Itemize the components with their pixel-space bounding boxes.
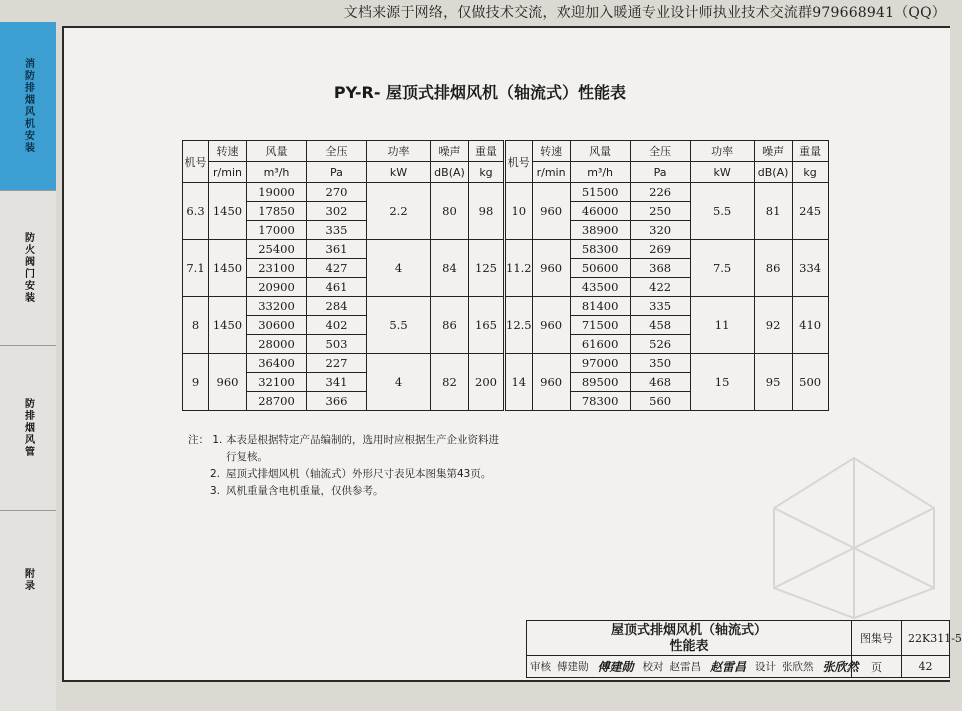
drawing-name — [526, 620, 852, 656]
cell-flow: 61600 — [570, 335, 630, 354]
note-item — [188, 449, 499, 466]
reviewer-signature: 傅建勋 — [597, 660, 634, 674]
table-row — [183, 354, 829, 373]
header-power-unit: kW — [690, 162, 754, 183]
check-label: 校对 — [642, 661, 664, 673]
cell-flow: 58300 — [570, 240, 630, 259]
cell-pressure: 320 — [630, 221, 690, 240]
note-text: 屋顶式排烟风机（轴流式）外形尺寸表见本图集第43页。 — [226, 468, 492, 480]
cell-power: 2.2 — [367, 183, 431, 240]
cell-speed: 960 — [532, 183, 570, 240]
header-flow: 风量 — [247, 141, 307, 162]
cell-pressure: 284 — [307, 297, 367, 316]
header-speed-unit: r/min — [209, 162, 247, 183]
header-speed-unit: r/min — [532, 162, 570, 183]
cell-pressure: 402 — [307, 316, 367, 335]
header-power: 功率 — [690, 141, 754, 162]
sidebar-tab-label: 防排烟风管 — [22, 397, 34, 458]
cell-pressure: 422 — [630, 278, 690, 297]
cell-pressure: 269 — [630, 240, 690, 259]
header-power-unit: kW — [367, 162, 431, 183]
header-model: 机号 — [505, 141, 533, 183]
header-noise: 噪声 — [754, 141, 792, 162]
header-pressure: 全压 — [630, 141, 690, 162]
header-weight-unit: kg — [792, 162, 828, 183]
header-model: 机号 — [183, 141, 209, 183]
atlas-number: 22K311-5 — [902, 620, 950, 656]
reviewer-name: 傅建勋 — [557, 661, 589, 673]
header-pressure-unit: Pa — [630, 162, 690, 183]
cell-model: 12.5 — [505, 297, 533, 354]
header-speed: 转速 — [209, 141, 247, 162]
cell-noise: 92 — [754, 297, 792, 354]
header-noise: 噪声 — [431, 141, 469, 162]
cell-power: 5.5 — [367, 297, 431, 354]
cell-noise: 86 — [754, 240, 792, 297]
drawing-name-line2: 性能表 — [669, 639, 709, 654]
cell-weight: 200 — [469, 354, 505, 411]
designer-name: 张欣然 — [782, 661, 814, 673]
cell-speed: 960 — [209, 354, 247, 411]
cell-power: 5.5 — [690, 183, 754, 240]
cell-power: 15 — [690, 354, 754, 411]
page-label: 页 — [852, 656, 902, 678]
cell-pressure: 335 — [630, 297, 690, 316]
cell-pressure: 361 — [307, 240, 367, 259]
cell-model: 6.3 — [183, 183, 209, 240]
cell-pressure: 366 — [307, 392, 367, 411]
checker-name: 赵雷昌 — [669, 661, 702, 673]
cell-flow: 97000 — [570, 354, 630, 373]
cell-model: 11.2 — [505, 240, 533, 297]
page-number: 42 — [902, 656, 950, 678]
cell-noise: 81 — [754, 183, 792, 240]
sidebar-tab-smoke-fan[interactable] — [0, 22, 56, 190]
note-label — [188, 449, 226, 466]
cell-power: 4 — [367, 354, 431, 411]
header-flow: 风量 — [570, 141, 630, 162]
cell-flow: 81400 — [570, 297, 630, 316]
cell-pressure: 368 — [630, 259, 690, 278]
cell-weight: 334 — [792, 240, 828, 297]
table-row — [183, 240, 829, 259]
cell-flow: 28700 — [247, 392, 307, 411]
cell-pressure: 458 — [630, 316, 690, 335]
cell-flow: 32100 — [247, 373, 307, 392]
cell-flow: 25400 — [247, 240, 307, 259]
drawing-name-line1: 屋顶式排烟风机（轴流式） — [610, 623, 767, 638]
decorative-pattern — [764, 448, 944, 628]
note-label: 注： 1. — [188, 434, 223, 446]
header-flow-unit: m³/h — [247, 162, 307, 183]
cell-pressure: 270 — [307, 183, 367, 202]
review-label: 审核 — [530, 661, 551, 673]
cell-flow: 43500 — [570, 278, 630, 297]
cell-flow: 17850 — [247, 202, 307, 221]
header-weight: 重量 — [469, 141, 505, 162]
cell-power: 4 — [367, 240, 431, 297]
cell-pressure: 250 — [630, 202, 690, 221]
cell-pressure: 427 — [307, 259, 367, 278]
cell-power: 7.5 — [690, 240, 754, 297]
table-row — [183, 297, 829, 316]
header-pressure: 全压 — [307, 141, 367, 162]
cell-speed: 1450 — [209, 240, 247, 297]
cell-weight: 245 — [792, 183, 828, 240]
cell-pressure: 468 — [630, 373, 690, 392]
header-flow-unit: m³/h — [570, 162, 630, 183]
note-item — [188, 466, 499, 483]
header-row — [183, 141, 829, 162]
note-label: 3. — [210, 485, 221, 497]
cell-flow: 23100 — [247, 259, 307, 278]
sidebar-tab-label: 附录 — [22, 568, 34, 592]
note-text: 行复核。 — [226, 451, 268, 463]
watermark-text: 文档来源于网络，仅做技术交流，欢迎加入暖通专业设计师执业技术交流群979668941（QQ） — [343, 5, 946, 21]
cell-model: 9 — [183, 354, 209, 411]
cell-flow: 33200 — [247, 297, 307, 316]
cell-flow: 89500 — [570, 373, 630, 392]
cell-pressure: 226 — [630, 183, 690, 202]
cell-pressure: 227 — [307, 354, 367, 373]
note-label: 2. — [210, 468, 221, 480]
performance-table — [182, 140, 829, 411]
cell-flow: 36400 — [247, 354, 307, 373]
cell-speed: 960 — [532, 354, 570, 411]
cell-pressure: 526 — [630, 335, 690, 354]
note-text: 本表是根据特定产品编制的，选用时应根据生产企业资料进 — [226, 434, 499, 446]
header-power: 功率 — [367, 141, 431, 162]
cell-flow: 20900 — [247, 278, 307, 297]
header-weight-unit: kg — [469, 162, 505, 183]
cell-pressure: 341 — [307, 373, 367, 392]
cell-speed: 960 — [532, 240, 570, 297]
cell-pressure: 302 — [307, 202, 367, 221]
cell-flow: 19000 — [247, 183, 307, 202]
cell-pressure: 503 — [307, 335, 367, 354]
cell-pressure: 350 — [630, 354, 690, 373]
cell-noise: 86 — [431, 297, 469, 354]
cell-weight: 165 — [469, 297, 505, 354]
sidebar-tab-label: 消防排烟风机安装 — [22, 58, 34, 154]
note-item — [188, 432, 499, 449]
atlas-label: 图集号 — [852, 620, 902, 656]
cell-speed: 1450 — [209, 297, 247, 354]
cell-flow: 71500 — [570, 316, 630, 335]
sidebar-tab-duct[interactable] — [0, 345, 56, 510]
signature-row — [526, 656, 859, 678]
cell-pressure: 335 — [307, 221, 367, 240]
cell-flow: 50600 — [570, 259, 630, 278]
header-noise-unit: dB(A) — [431, 162, 469, 183]
designer-signature: 张欣然 — [822, 660, 859, 674]
cell-noise: 82 — [431, 354, 469, 411]
sidebar-tab-label: 防火阀门安装 — [22, 231, 34, 304]
cell-flow: 30600 — [247, 316, 307, 335]
notes — [188, 432, 499, 500]
cell-weight: 125 — [469, 240, 505, 297]
cell-flow: 28000 — [247, 335, 307, 354]
cell-speed: 960 — [532, 297, 570, 354]
note-item — [188, 483, 499, 500]
cell-pressure: 560 — [630, 392, 690, 411]
cell-flow: 17000 — [247, 221, 307, 240]
table-row — [183, 183, 829, 202]
sidebar-tab-appendix[interactable] — [0, 510, 56, 650]
cell-flow: 51500 — [570, 183, 630, 202]
cell-weight: 500 — [792, 354, 828, 411]
cell-flow: 78300 — [570, 392, 630, 411]
cell-noise: 95 — [754, 354, 792, 411]
table-title: PY-R- 屋顶式排烟风机（轴流式）性能表 — [333, 83, 627, 102]
title-block — [526, 620, 962, 678]
checker-signature: 赵雷昌 — [710, 660, 747, 674]
cell-pressure: 461 — [307, 278, 367, 297]
cell-weight: 98 — [469, 183, 505, 240]
cell-weight: 410 — [792, 297, 828, 354]
cell-noise: 84 — [431, 240, 469, 297]
cell-flow: 46000 — [570, 202, 630, 221]
cell-model: 10 — [505, 183, 533, 240]
header-speed: 转速 — [532, 141, 570, 162]
cell-model: 7.1 — [183, 240, 209, 297]
cell-flow: 38900 — [570, 221, 630, 240]
design-label: 设计 — [755, 661, 777, 673]
cell-model: 8 — [183, 297, 209, 354]
note-text: 风机重量含电机重量，仅供参考。 — [226, 485, 384, 497]
cell-noise: 80 — [431, 183, 469, 240]
header-noise-unit: dB(A) — [754, 162, 792, 183]
cell-model: 14 — [505, 354, 533, 411]
cell-speed: 1450 — [209, 183, 247, 240]
header-pressure-unit: Pa — [307, 162, 367, 183]
cell-power: 11 — [690, 297, 754, 354]
sidebar-tab-fire-damper[interactable] — [0, 190, 56, 345]
header-weight: 重量 — [792, 141, 828, 162]
